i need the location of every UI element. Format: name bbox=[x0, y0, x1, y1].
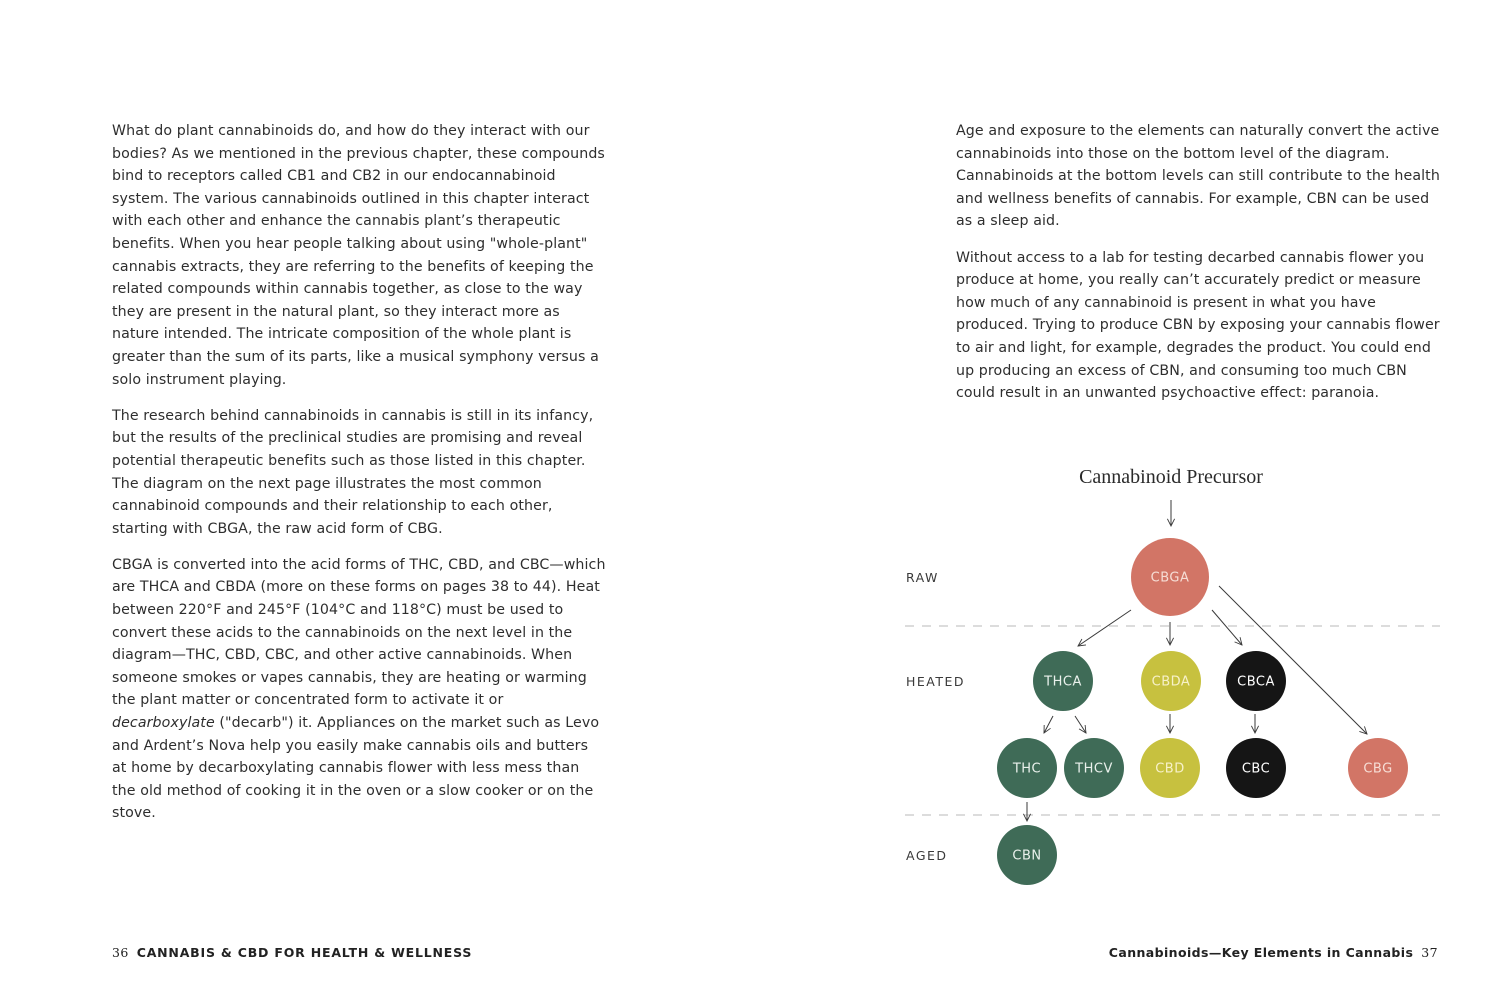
level-label-aged: AGED bbox=[906, 848, 948, 863]
page-number: 36 bbox=[112, 945, 129, 960]
node-cbc bbox=[1226, 738, 1286, 798]
node-label: CBG bbox=[1363, 761, 1393, 777]
node-cbda bbox=[1141, 651, 1201, 711]
node-label: CBGA bbox=[1150, 570, 1190, 586]
node-cbg bbox=[1348, 738, 1408, 798]
node-thcv bbox=[1064, 738, 1124, 798]
arrow-cbga-to-cbca bbox=[1212, 610, 1242, 645]
running-head: Cannabinoids—Key Elements in Cannabis bbox=[1108, 945, 1414, 960]
node-label: CBDA bbox=[1151, 674, 1191, 690]
node-label: THCV bbox=[1075, 761, 1113, 777]
node-cbn bbox=[997, 825, 1057, 885]
paragraph: What do plant cannabinoids do, and how do they interact with our bodies? As we mentioned in the previous chapter, these compounds bind to receptors called CB1 and CB2 in our endocannabinoid system. The various cannabinoids outlined in this chapter interact with each other and enhance the cannabis plant’s therapeutic benefits. When you hear people talking about using "whole-plant" cannabis extracts, they are referring to the benefits of keeping the related compounds within cannabis together, as close to the way they are present in the natural plant, so they interact more as nature intended. The intricate composition of the whole plant is greater than the sum of its parts, like a musical symphony versus a solo instrument playing. bbox=[112, 123, 605, 388]
node-thc bbox=[997, 738, 1057, 798]
paragraph: The research behind cannabinoids in cannabis is still in its infancy, but the results of the preclinical studies are promising and reveal potential therapeutic benefits such as those listed in this chapter. The diagram on the next page illustrates the most common cannabinoid compounds and their relationship to each other, starting with CBGA, the raw acid form of CBG. bbox=[112, 407, 594, 537]
running-head: CANNABIS & CBD FOR HEALTH & WELLNESS bbox=[136, 945, 473, 960]
level-label-heated: HEATED bbox=[906, 674, 966, 689]
node-label: CBD bbox=[1155, 761, 1185, 777]
right-page-footer bbox=[1109, 945, 1438, 960]
node-cbga bbox=[1131, 538, 1209, 616]
node-thca bbox=[1033, 651, 1093, 711]
arrow-cbga-to-thca bbox=[1078, 610, 1131, 646]
node-cbca bbox=[1226, 651, 1286, 711]
node-label: CBC bbox=[1241, 761, 1271, 777]
italic-term: decarboxylate bbox=[112, 715, 215, 732]
level-label-raw: RAW bbox=[906, 570, 939, 585]
paragraph-text: ("decarb") it. Appliances on the market such as Levo and Ardent’s Nova help you easily make cannabis oils and butters at home by decarboxylating cannabis flower with less mess than the old method of cooking it in the oven or a slow cooker or on the stove. bbox=[112, 715, 600, 822]
node-label: CBCA bbox=[1237, 674, 1275, 690]
left-page-footer bbox=[112, 945, 472, 960]
node-label: CBN bbox=[1012, 848, 1042, 864]
arrow-thca-to-thc bbox=[1044, 716, 1053, 733]
paragraph: Age and exposure to the elements can naturally convert the active cannabinoids into those on the bottom level of the diagram. Cannabinoids at the bottom levels can still contribute to the health and wellness benefits of cannabis. For example, CBN can be used as a sleep aid. bbox=[956, 123, 1440, 230]
node-label: THC bbox=[1012, 761, 1042, 777]
node-cbd bbox=[1140, 738, 1200, 798]
diagram-title: Cannabinoid Precursor bbox=[1079, 466, 1263, 488]
page-number: 37 bbox=[1421, 945, 1438, 960]
arrow-thca-to-thcv bbox=[1075, 716, 1086, 733]
node-label: THCA bbox=[1044, 674, 1082, 690]
paragraph-text: CBGA is converted into the acid forms of THC, CBD, and CBC—which are THCA and CBDA (more on these forms on pages 38 to 44). Heat between 220°F and 245°F (104°C and 118°C) must be used to convert these acids to the cannabinoids on the next level in the diagram—THC, CBD, CBC, and other active cannabinoids. When someone smokes or vapes cannabis, they are heating or warming the plant matter or concentrated form to activate it or bbox=[112, 556, 606, 709]
paragraph: Without access to a lab for testing decarbed cannabis flower you produce at home, you really can’t accurately predict or measure how much of any cannabinoid is present in what you have produced. Trying to produce CBN by exposing your cannabis flower to air and light, for example, degrades the product. You could end up producing an excess of CBN, and consuming too much CBN could result in an unwanted psychoactive effect: paranoia. bbox=[956, 249, 1440, 402]
